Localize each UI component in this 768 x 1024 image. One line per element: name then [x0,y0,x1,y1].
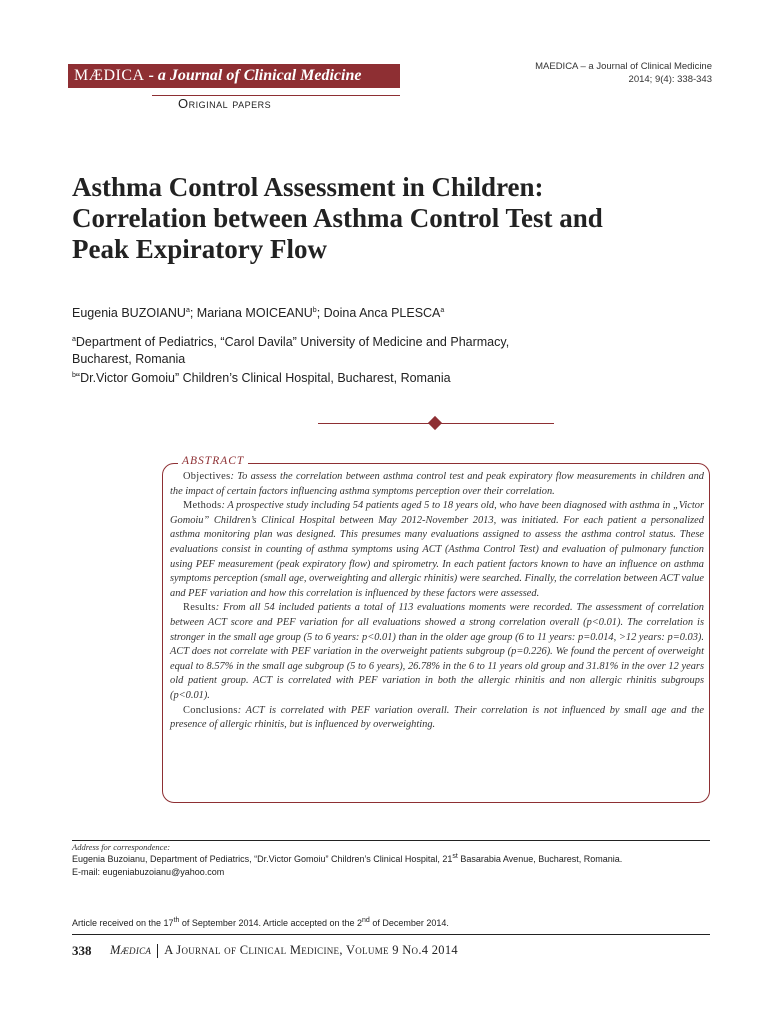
author-affiliation-marker: b [312,306,317,314]
correspondence-rule [72,840,710,841]
abstract-heading: Objectives [183,471,231,482]
citation-journal: MAEDICA – a Journal of Clinical Medicine [535,61,712,72]
article-title: Asthma Control Assessment in Children: Correlation between Asthma Control Test and Peak Expiratory Flow [72,172,603,264]
footer-rule [72,934,710,935]
correspondence-address-end: Basarabia Avenue, Bucharest, Romania. [457,854,623,864]
affiliation-text-cont: Bucharest, Romania [72,352,186,366]
accepted-text: of September 2014. Article accepted on the 2 [179,918,363,928]
ordinal-suffix: st [452,853,458,860]
citation-volume: 2014; 9(4): 338-343 [628,74,712,85]
footer-journal [110,943,458,958]
affiliation-text: “Dr.Victor Gomoiu” Children’s Clinical Hospital, Bucharest, Romania [75,371,451,385]
author-list: Eugenia BUZOIANU$^a$; Mariana MOICEANU$^b$; Doina Anca PLESCA$^a$ [72,306,445,320]
citation-block [412,60,712,86]
abstract-heading: Conclusions [183,704,238,716]
author-name: Eugenia BUZOIANU [72,306,186,320]
abstract-body [170,470,704,733]
received-dates [72,918,712,928]
abstract-paragraph: Objectives: To assess the correlation between asthma control test and peak expiratory flow measurements in children and the impact of certain factors influencing asthma symptoms perception over their correlation. [170,471,704,497]
footer-brand: Mædica [110,943,152,957]
abstract-paragraph-text: To assess the correlation between asthma control test and peak expiratory flow measurements in children and the impact of certain factors influencing asthma symptoms perception over their correlation. [170,471,704,497]
abstract-paragraph-text: From all 54 included patients a total of 113 evaluations moments were recorded. The assessment of correlation between ACT score and PEF variation for all evaluations showed a strong correlation overall (p<0.01). The correlation is stronger in the small age group (5 to 6 years: p<0.01) than in the older age group (6 to 11 years: p=0.014, >12 years: p=0.03). ACT does not correlate with PEF variation in the overweight patients subgroup (p=0.226). We found the percent of overweight equal to 8.57% in the small age subgroup (5 to 6 years), 26.78% in the 6 to 11 years old group and 31.81% in the over 12 years old patient group. ACT is correlated with PEF variation in both the allergic rhinitis and non allergic rhinitis subgroups (p<0.01). [170,602,705,701]
diamond-ornament-icon [428,416,442,430]
author-name: Mariana MOICEANU [196,306,313,320]
received-text: Article received on the 17 [72,918,174,928]
correspondence-email[interactable]: E-mail: eugeniabuzoianu@yahoo.com [72,867,225,877]
affiliation-marker: b [72,371,76,379]
journal-subtitle: - a Journal of Clinical Medicine [144,67,362,84]
page-number: 338 [72,943,92,958]
abstract-heading: Methods [183,500,222,512]
ordinal-suffix: th [173,917,180,924]
section-label: Original papers [178,96,272,111]
ordinal-suffix: nd [362,917,370,924]
abstract-paragraph: Results: From all 54 included patients a total of 113 evaluations moments were recorded. The assessment of correlation between ACT score and PEF variation for all evaluations showed a strong correlation overall (p<0.01). The correlation is stronger in the small age group (5 to 6 years: p<0.01) than in the older age group (6 to 11 years: p=0.014, >12 years: p=0.03). ACT does not correlate with PEF variation in the overweight patients subgroup (p=0.226). We found the percent of overweight equal to 8.57% in the small age subgroup (5 to 6 years), 26.78% in the 6 to 11 years old group and 31.81% in the over 12 years old patient group. ACT is correlated with PEF variation in both the allergic rhinitis and non allergic rhinitis subgroups (p<0.01). [170,602,705,701]
author-name: Doina Anca PLESCA [323,306,441,320]
abstract-paragraph: Methods: A prospective study including 54 patients aged 5 to 18 years old, who have been diagnosed with asthma in „Victor Gomoiu” Children’s Clinical Hospital between May 2012-November 2013, was initiated. For each patient a personalized asthma monitoring plan was designed. This presumes many evaluations assigned to assess the asthma control status. These evaluations consist in counting of asthma symptoms using ACT (Asthma Control Test) and evaluation of pulmonary function using PEF measurement (peak expiratory flow) and spirometry. In each patient factors known to have an influence on asthma symptoms perception (small age, overweighting and allergic rhinitis) were searched. Finally, the correlation between ACT value and PEF variation and how this correlation is influenced by these factors were assessed. [170,500,704,599]
author-affiliation-marker: a [440,306,445,314]
correspondence-label: Address for correspondence: [72,842,171,852]
journal-brand: MÆDICA [74,67,145,84]
abstract-paragraph-text: ACT is correlated with PEF variation overall. Their correlation is not influenced by small age and the presence of allergic rhinitis, but is influenced by overweighting. [170,704,704,731]
correspondence-text [72,853,732,879]
abstract-paragraph: Conclusions: ACT is correlated with PEF variation overall. Their correlation is not influenced by small age and the presence of allergic rhinitis, but is influenced by overweighting. [170,704,704,731]
affiliation-text: Department of Pediatrics, “Carol Davila” University of Medicine and Pharmacy, [75,335,510,349]
abstract-label: ABSTRACT [178,455,248,467]
correspondence-address: Eugenia Buzoianu, Department of Pediatrics, “Dr.Victor Gomoiu” Children’s Clinical Hospital, 21 [72,854,453,864]
affiliation-marker: a [72,335,76,343]
abstract-paragraph-text: A prospective study including 54 patients aged 5 to 18 years old, who have been diagnosed with asthma in „Victor Gomoiu” Children’s Clinical Hospital between May 2012-November 2013, was initiated. For each patient a personalized asthma monitoring plan was designed. This presumes many evaluations assigned to assess the asthma control status. These evaluations consist in counting of asthma symptoms using ACT (Asthma Control Test) and evaluation of pulmonary function using PEF measurement (peak expiratory flow) and spirometry. In each patient factors known to have an influence on asthma symptoms perception (small age, overweighting and allergic rhinitis) were searched. Finally, the correlation between ACT value and PEF variation and how this correlation is influenced by these factors were assessed. [170,500,704,599]
author-affiliation-marker: a [185,306,190,314]
footer-journal-text: A Journal of Clinical Medicine, Volume 9 No.4 2014 [164,943,458,957]
received-text-end: of December 2014. [369,918,449,928]
journal-banner [68,64,400,88]
affiliation-b [72,370,692,387]
footer-separator [157,944,158,958]
abstract-heading: Results [183,602,216,614]
affiliation-a [72,334,692,368]
